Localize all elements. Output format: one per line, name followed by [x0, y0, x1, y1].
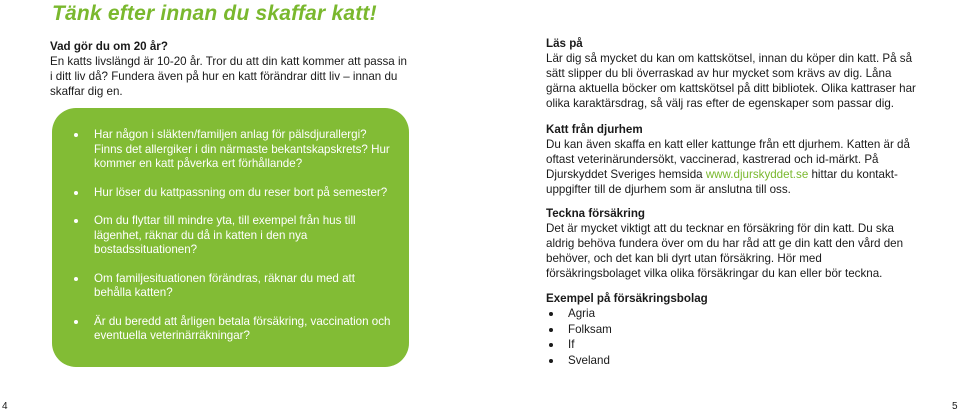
section-insurers-title: Exempel på försäkringsbolag [546, 292, 708, 305]
section-shelter [546, 122, 918, 197]
insurer-item: Sveland [546, 353, 918, 369]
djurskyddet-link[interactable]: www.djurskyddet.se [705, 168, 809, 181]
section-insurance-body: Det är mycket viktigt att du tecknar en försäkring för din katt. Du ska aldrig behöva fundera över om du har råd att ge din katt den vård den behöver, och det kan bli dyrt utan försäkring. Hör med försäkringsbolaget vilka olika försäkringar du kan eller bör teckna. [546, 222, 904, 280]
section-read [546, 36, 918, 111]
intro-subhead: Vad gör du om 20 år? [50, 40, 168, 53]
questions-list [74, 128, 392, 358]
section-insurance-title: Teckna försäkring [546, 207, 646, 220]
shelter-text-before: Du kan även skaffa en katt eller kattunge från ett djurhem. Katten är då oftast veterinärundersökt, vaccinerad, kastrerad och id-märkt. På Djurskyddet Sveriges hemsida [546, 138, 910, 181]
questions-box [52, 108, 409, 367]
intro-block [50, 39, 410, 99]
page-heading: Tänk efter innan du skaffar katt! [52, 2, 377, 25]
page-number-right: 5 [952, 401, 958, 412]
section-read-body: Lär dig så mycket du kan om kattskötsel, innan du köper din katt. På så sätt slipper du bli överraskad av hur mycket som krävs av dig. Låna gärna aktuella böcker om kattskötsel på ditt bibliotek. Olika kattraser har olika karaktärsdrag, så välj ras efter de egenskaper som passar dig. [546, 52, 916, 110]
intro-body: En katts livslängd är 10-20 år. Tror du att din katt kommer att passa in i ditt liv då? Fundera även på hur en katt förändrar ditt liv – innan du skaffar dig en. [50, 55, 407, 98]
page-number-left: 4 [2, 401, 8, 412]
insurer-item: If [546, 337, 918, 353]
insurer-item: Folksam [546, 322, 918, 338]
question-item: Om du flyttar till mindre yta, till exempel från hus till lägenhet, räknar du då in katten i den nya bostadssituationen? [74, 214, 392, 258]
section-insurers [546, 291, 918, 368]
section-shelter-title: Katt från djurhem [546, 123, 643, 136]
question-item: Hur löser du kattpassning om du reser bort på semester? [74, 186, 392, 201]
question-item: Har någon i släkten/familjen anlag för pälsdjurallergi? Finns det allergiker i din närmaste bekantskapskrets? Hur kommer en katt påverka ert förhållande? [74, 128, 392, 172]
section-read-title: Läs på [546, 37, 583, 50]
shelter-text-after: hittar du kontakt-uppgifter till de djurhem som är anslutna till oss. [546, 168, 898, 196]
question-item: Om familjesituationen förändras, räknar du med att behålla katten? [74, 272, 392, 301]
insurers-list [546, 306, 918, 368]
question-item: Är du beredd att årligen betala försäkring, vaccination och eventuella veterinärräkningar? [74, 315, 392, 344]
section-shelter-body [546, 137, 918, 197]
section-insurance [546, 206, 918, 281]
insurer-item: Agria [546, 306, 918, 322]
